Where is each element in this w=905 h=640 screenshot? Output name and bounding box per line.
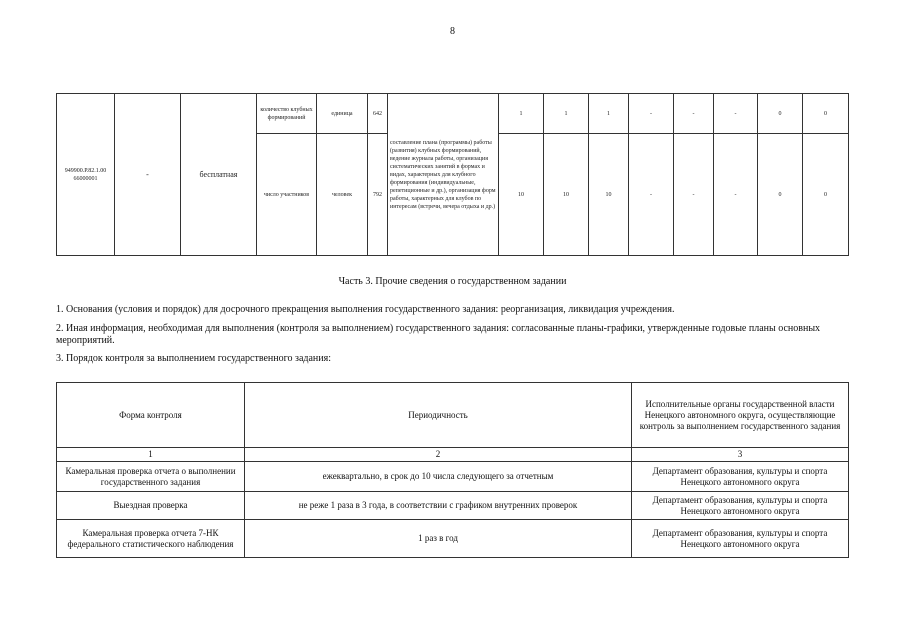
authority-cell: Департамент образования, культуры и спорта Ненецкого автономного округа <box>632 492 849 520</box>
paragraph-other-info: 2. Иная информация, необходимая для выполнения (контроля за выполнением) государственного задания: согласованные планы-графики, утвержденные годовые планы основных мероприятий. <box>56 323 821 346</box>
control-form-cell: Камеральная проверка отчета о выполнении государственного задания <box>57 462 245 492</box>
periodicity-cell: ежеквартально, в срок до 10 числа следующего за отчетным <box>245 462 632 492</box>
control-form-cell: Выездная проверка <box>57 492 245 520</box>
control-table <box>56 382 849 558</box>
authority-cell: Департамент образования, культуры и спорта Ненецкого автономного округа <box>632 462 849 492</box>
work-description-cell: составление плана (программы) работы (развития) клубных формирований, ведение журнала работы, организация систематических занятий в формах и видах, характерных для клубного формирования (индивидуальные, репетиционные и др.), организация форм работы, характерных для клубов по интересам (встречи, вечера отдыха и др.) <box>388 94 499 256</box>
dash-cell: - <box>115 94 181 256</box>
service-indicators-table <box>56 93 849 256</box>
value-cell: - <box>629 134 674 256</box>
column-header: Форма контроля <box>57 383 245 448</box>
page-number: 8 <box>450 26 455 37</box>
control-form-cell: Камеральная проверка отчета 7-НК федерального статистического наблюдения <box>57 520 245 558</box>
column-number-row <box>57 448 849 462</box>
column-number: 1 <box>57 448 245 462</box>
value-cell: 0 <box>803 134 849 256</box>
section-title: Часть 3. Прочие сведения о государственном задании <box>338 276 567 287</box>
table-header-row <box>57 383 849 448</box>
value-cell: 1 <box>499 94 544 134</box>
payment-type-cell: бесплатная <box>181 94 257 256</box>
column-number: 2 <box>245 448 632 462</box>
unit-cell: человек <box>317 134 368 256</box>
value-cell: - <box>674 94 714 134</box>
value-cell: 10 <box>589 134 629 256</box>
value-cell: - <box>674 134 714 256</box>
column-number: 3 <box>632 448 849 462</box>
table-row <box>57 492 849 520</box>
value-cell: - <box>714 94 758 134</box>
value-cell: 10 <box>544 134 589 256</box>
value-cell: 0 <box>758 94 803 134</box>
value-cell: 10 <box>499 134 544 256</box>
paragraph-control-order: 3. Порядок контроля за выполнением государственного задания: <box>56 353 331 364</box>
value-cell: 0 <box>758 134 803 256</box>
value-cell: 0 <box>803 94 849 134</box>
table-row <box>57 94 849 134</box>
value-cell: - <box>714 134 758 256</box>
value-cell: - <box>629 94 674 134</box>
column-header: Периодичность <box>245 383 632 448</box>
periodicity-cell: не реже 1 раза в 3 года, в соответствии с графиком внутренних проверок <box>245 492 632 520</box>
table-row <box>57 520 849 558</box>
value-cell: 1 <box>544 94 589 134</box>
authority-cell: Департамент образования, культуры и спорта Ненецкого автономного округа <box>632 520 849 558</box>
registry-code-cell: 949900.Р.82.1.00 66000001 <box>57 94 115 256</box>
periodicity-cell: 1 раз в год <box>245 520 632 558</box>
okei-cell: 642 <box>368 94 388 134</box>
indicator-cell: количество клубных формирований <box>257 94 317 134</box>
indicator-cell: число участников <box>257 134 317 256</box>
okei-cell: 792 <box>368 134 388 256</box>
table-row <box>57 462 849 492</box>
unit-cell: единица <box>317 94 368 134</box>
value-cell: 1 <box>589 94 629 134</box>
column-header: Исполнительные органы государственной власти Ненецкого автономного округа, осуществляющие контроль за выполнением государственного задания <box>632 383 849 448</box>
paragraph-early-termination: 1. Основания (условия и порядок) для досрочного прекращения выполнения государственного задания: реорганизация, ликвидация учреждения. <box>56 304 675 315</box>
